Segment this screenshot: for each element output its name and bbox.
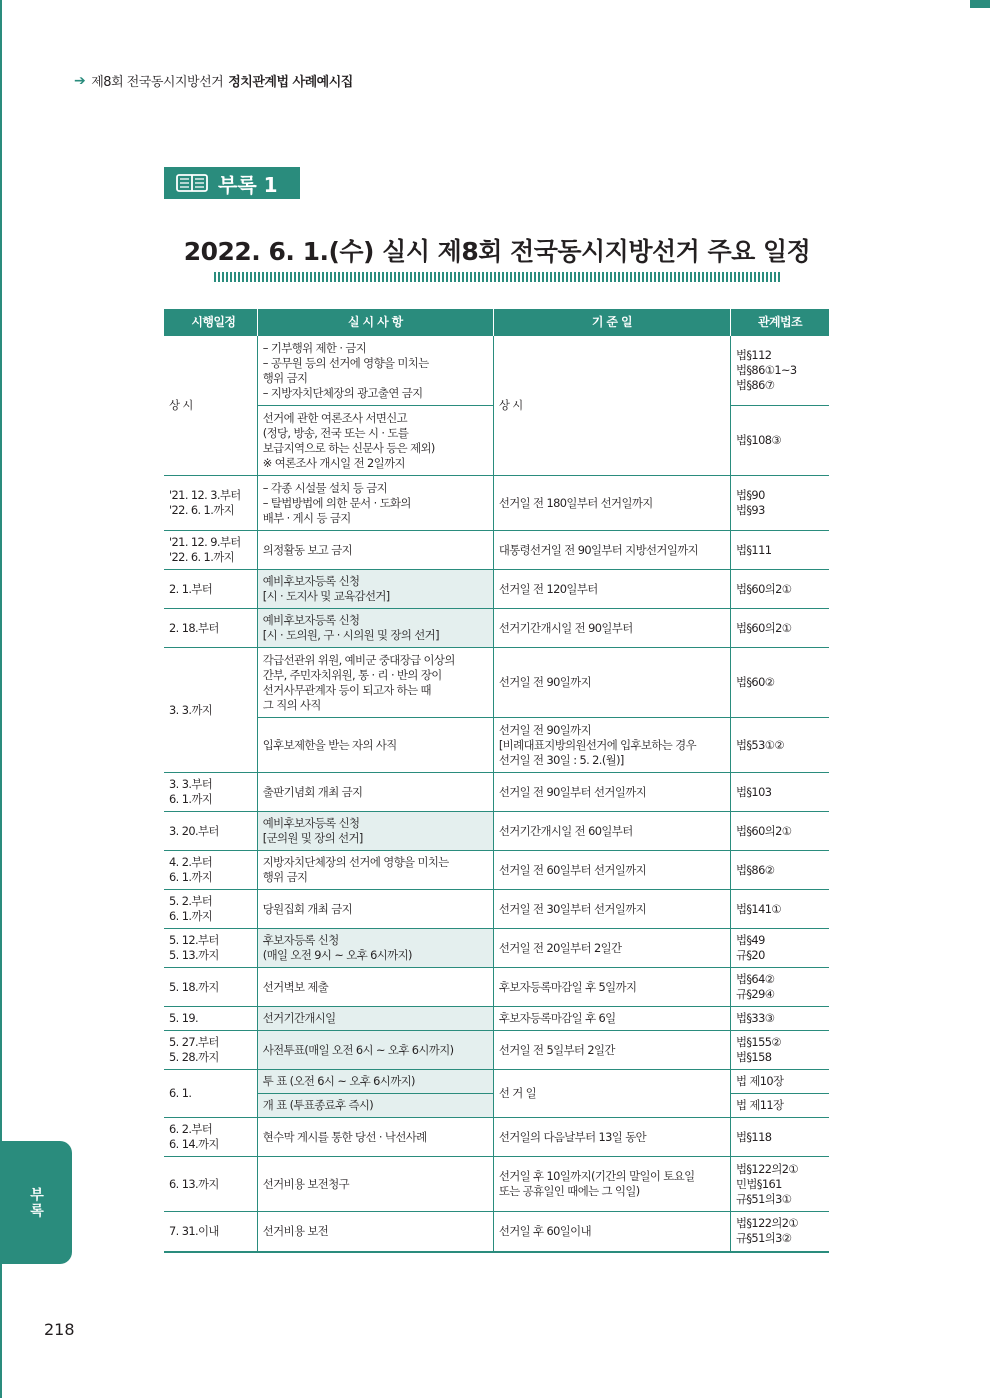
running-head bbox=[74, 71, 353, 90]
table-header-row bbox=[164, 309, 829, 336]
cell-date: 4. 2.부터 6. 1.까지 bbox=[164, 851, 257, 890]
cell-item: 투 표 (오전 6시 ~ 오후 6시까지) bbox=[257, 1070, 493, 1094]
cell-item: 선거비용 보전 bbox=[257, 1212, 493, 1252]
cell-date: 3. 3.부터 6. 1.까지 bbox=[164, 773, 257, 812]
cell-reference-date: 선거일 전 120일부터 bbox=[493, 570, 730, 609]
cell-date: 2. 1.부터 bbox=[164, 570, 257, 609]
cell-item: 지방자치단체장의 선거에 영향을 미치는 행위 금지 bbox=[257, 851, 493, 890]
cell-date: 5. 12.부터 5. 13.까지 bbox=[164, 929, 257, 968]
cell-law: 법§60의2① bbox=[730, 570, 829, 609]
cell-law: 법§90 법§93 bbox=[730, 476, 829, 531]
cell-date: 상 시 bbox=[164, 336, 257, 476]
cell-item: 출판기념회 개최 금지 bbox=[257, 773, 493, 812]
table-row bbox=[164, 476, 829, 531]
cell-law: 법§122의2① 규§51의3② bbox=[730, 1212, 829, 1252]
cell-law: 법§118 bbox=[730, 1118, 829, 1157]
cell-item: 사전투표(매일 오전 6시 ~ 오후 6시까지) bbox=[257, 1031, 493, 1070]
cell-reference-date: 후보자등록마감일 후 5일까지 bbox=[493, 968, 730, 1007]
page-number: 218 bbox=[44, 1320, 75, 1339]
cell-reference-date: 선거기간개시일 전 90일부터 bbox=[493, 609, 730, 648]
cell-item: 선거기간개시일 bbox=[257, 1007, 493, 1031]
cell-item: 입후보제한을 받는 자의 사직 bbox=[257, 718, 493, 773]
cell-date: 5. 19. bbox=[164, 1007, 257, 1031]
cell-reference-date: 선거일 전 90일부터 선거일까지 bbox=[493, 773, 730, 812]
cell-law: 법§60의2① bbox=[730, 812, 829, 851]
column-header-law: 관계법조 bbox=[730, 309, 829, 336]
cell-law: 법§53①② bbox=[730, 718, 829, 773]
table-row bbox=[164, 968, 829, 1007]
cell-date: 5. 27.부터 5. 28.까지 bbox=[164, 1031, 257, 1070]
cell-date: 6. 13.까지 bbox=[164, 1157, 257, 1212]
table-row bbox=[164, 718, 829, 773]
cell-item: 의정활동 보고 금지 bbox=[257, 531, 493, 570]
table-row bbox=[164, 531, 829, 570]
cell-reference-date: 선거일 전 30일부터 선거일까지 bbox=[493, 890, 730, 929]
cell-law: 법§141① bbox=[730, 890, 829, 929]
table-row bbox=[164, 1212, 829, 1252]
cell-law: 법§112 법§86①1~3 법§86⑦ bbox=[730, 336, 829, 406]
table-row bbox=[164, 812, 829, 851]
cell-reference-date: 선거기간개시일 전 60일부터 bbox=[493, 812, 730, 851]
cell-item: 예비후보자등록 신청 [군의원 및 장의 선거] bbox=[257, 812, 493, 851]
column-header-date: 시행일정 bbox=[164, 309, 257, 336]
cell-item: 개 표 (투표종료후 즉시) bbox=[257, 1094, 493, 1118]
cell-reference-date: 선거일 전 5일부터 2일간 bbox=[493, 1031, 730, 1070]
section-side-tab bbox=[0, 1141, 72, 1264]
cell-reference-date: 선거일 후 10일까지(기간의 말일이 토요일 또는 공휴일인 때에는 그 익일) bbox=[493, 1157, 730, 1212]
table-row bbox=[164, 851, 829, 890]
corner-tab bbox=[970, 0, 990, 8]
appendix-badge bbox=[164, 167, 300, 199]
table-row bbox=[164, 1070, 829, 1094]
cell-law: 법 제10장 bbox=[730, 1070, 829, 1094]
cell-date: 3. 20.부터 bbox=[164, 812, 257, 851]
table-row bbox=[164, 336, 829, 406]
column-header-reference-date: 기 준 일 bbox=[493, 309, 730, 336]
cell-reference-date: 상 시 bbox=[493, 336, 730, 476]
cell-law: 법 제11장 bbox=[730, 1094, 829, 1118]
table-row bbox=[164, 890, 829, 929]
cell-reference-date: 후보자등록마감일 후 6일 bbox=[493, 1007, 730, 1031]
cell-item: 각급선관위 위원, 예비군 중대장급 이상의 간부, 주민자치위원, 통 · 리 · 반의 장이 선거사무관계자 등이 되고자 하는 때 그 직의 사직 bbox=[257, 648, 493, 718]
cell-date: 6. 2.부터 6. 14.까지 bbox=[164, 1118, 257, 1157]
cell-law: 법§49 규§20 bbox=[730, 929, 829, 968]
cell-law: 법§111 bbox=[730, 531, 829, 570]
running-head-book-title: 정치관계법 사례예시집 bbox=[228, 75, 353, 90]
cell-law: 법§86② bbox=[730, 851, 829, 890]
cell-law: 법§103 bbox=[730, 773, 829, 812]
table-row bbox=[164, 773, 829, 812]
cell-date: 6. 1. bbox=[164, 1070, 257, 1118]
document-title: 2022. 6. 1.(수) 실시 제8회 전국동시지방선거 주요 일정 bbox=[183, 237, 811, 266]
column-header-item: 실 시 사 항 bbox=[257, 309, 493, 336]
table-row bbox=[164, 1157, 829, 1212]
cell-date: '21. 12. 9.부터 '22. 6. 1.까지 bbox=[164, 531, 257, 570]
cell-law: 법§64② 규§29④ bbox=[730, 968, 829, 1007]
cell-date: 5. 18.까지 bbox=[164, 968, 257, 1007]
cell-law: 법§60② bbox=[730, 648, 829, 718]
table-row bbox=[164, 648, 829, 718]
election-schedule-table bbox=[164, 309, 829, 1253]
cell-item: 선거비용 보전청구 bbox=[257, 1157, 493, 1212]
appendix-badge-label: 부록 1 bbox=[218, 172, 278, 197]
running-head-series: 제8회 전국동시지방선거 bbox=[91, 75, 224, 90]
cell-reference-date: 선거일 전 180일부터 선거일까지 bbox=[493, 476, 730, 531]
cell-reference-date: 선거일 전 20일부터 2일간 bbox=[493, 929, 730, 968]
arrow-right-icon: ➔ bbox=[74, 72, 86, 89]
cell-law: 법§60의2① bbox=[730, 609, 829, 648]
cell-date: 3. 3.까지 bbox=[164, 648, 257, 773]
book-icon bbox=[176, 173, 208, 193]
cell-law: 법§33③ bbox=[730, 1007, 829, 1031]
cell-item: – 기부행위 제한 · 금지 – 공무원 등의 선거에 영향을 미치는 행위 금지 – 지방자치단체장의 광고출연 금지 bbox=[257, 336, 493, 406]
cell-item: 예비후보자등록 신청 [시 · 도지사 및 교육감선거] bbox=[257, 570, 493, 609]
cell-reference-date: 선거일 전 60일부터 선거일까지 bbox=[493, 851, 730, 890]
cell-reference-date: 선거일의 다음날부터 13일 동안 bbox=[493, 1118, 730, 1157]
cell-reference-date: 선거일 후 60일이내 bbox=[493, 1212, 730, 1252]
cell-reference-date: 선거일 전 90일까지 [비례대표지방의원선거에 입후보하는 경우 선거일 전 30일 : 5. 2.(월)] bbox=[493, 718, 730, 773]
cell-date: 7. 31.이내 bbox=[164, 1212, 257, 1252]
cell-date: 5. 2.부터 6. 1.까지 bbox=[164, 890, 257, 929]
cell-item: 후보자등록 신청 (매일 오전 9시 ~ 오후 6시까지) bbox=[257, 929, 493, 968]
table-row bbox=[164, 929, 829, 968]
cell-date: 2. 18.부터 bbox=[164, 609, 257, 648]
cell-law: 법§122의2① 민법§161 규§51의3① bbox=[730, 1157, 829, 1212]
cell-item: 선거에 관한 여론조사 서면신고 (정당, 방송, 전국 또는 시 · 도를 보급지역으로 하는 신문사 등은 제외) ※ 여론조사 개시일 전 2일까지 bbox=[257, 406, 493, 476]
cell-item: 선거벽보 제출 bbox=[257, 968, 493, 1007]
cell-reference-date: 대통령선거일 전 90일부터 지방선거일까지 bbox=[493, 531, 730, 570]
cell-law: 법§155② 법§158 bbox=[730, 1031, 829, 1070]
table-row bbox=[164, 1031, 829, 1070]
cell-reference-date: 선거일 전 90일까지 bbox=[493, 648, 730, 718]
section-side-tab-label: 부록 bbox=[28, 1186, 44, 1219]
title-underline bbox=[214, 272, 780, 282]
table-row bbox=[164, 609, 829, 648]
cell-item: 당원집회 개최 금지 bbox=[257, 890, 493, 929]
cell-item: 현수막 게시를 통한 당선 · 낙선사례 bbox=[257, 1118, 493, 1157]
cell-law: 법§108③ bbox=[730, 406, 829, 476]
cell-item: – 각종 시설물 설치 등 금지 – 탈법방법에 의한 문서 · 도화의 배부 · 게시 등 금지 bbox=[257, 476, 493, 531]
cell-item: 예비후보자등록 신청 [시 · 도의원, 구 · 시의원 및 장의 선거] bbox=[257, 609, 493, 648]
table-row bbox=[164, 570, 829, 609]
cell-date: '21. 12. 3.부터 '22. 6. 1.까지 bbox=[164, 476, 257, 531]
table-row bbox=[164, 1007, 829, 1031]
cell-reference-date: 선 거 일 bbox=[493, 1070, 730, 1118]
table-row bbox=[164, 1118, 829, 1157]
